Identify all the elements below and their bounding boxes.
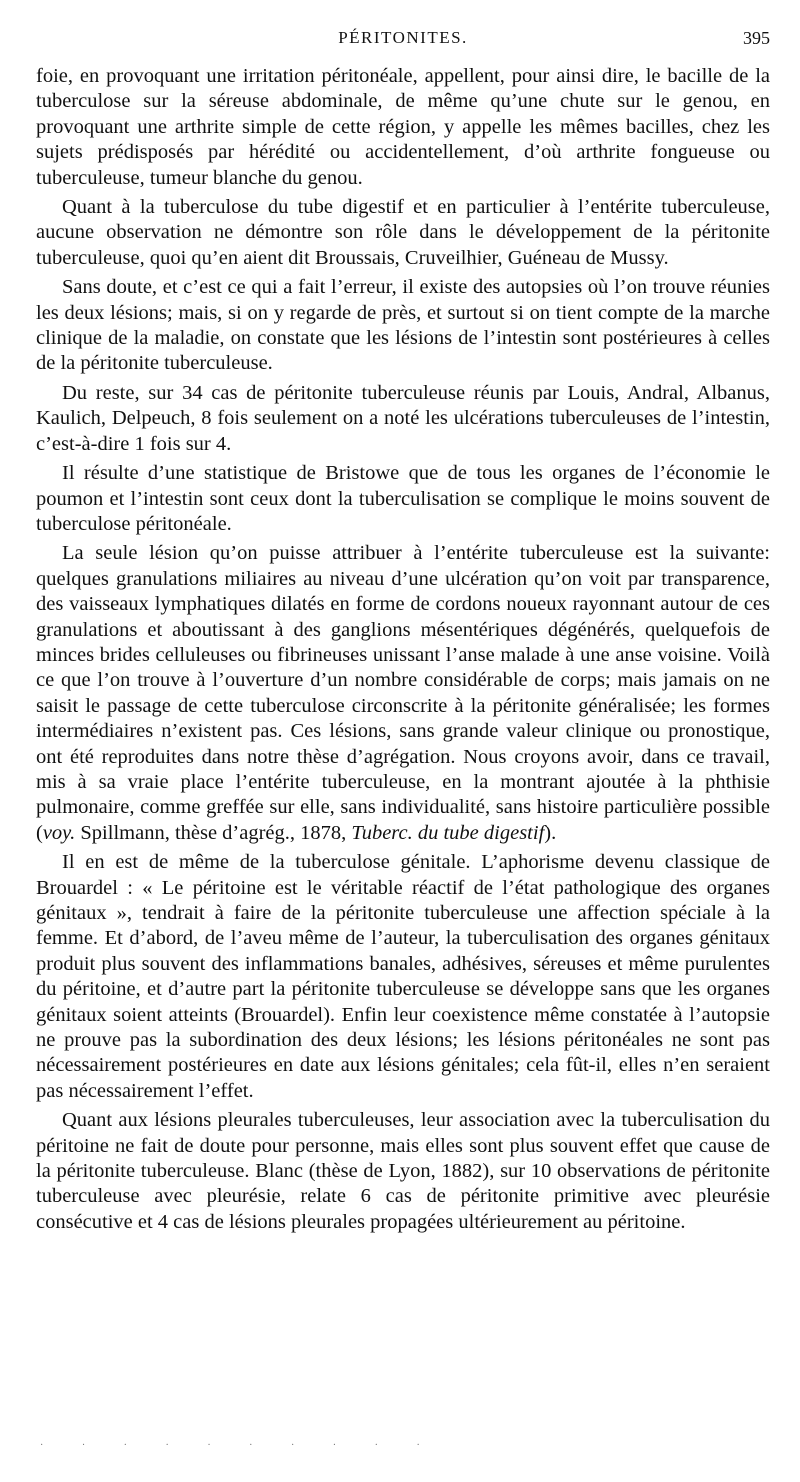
paragraph: foie, en provoquant une irritation péritonéale, appellent, pour ainsi dire, le bacille de la tuberculose sur la séreuse abdominale, de même qu’une chute sur le genou, en provoquant une arthrite simple de cette région, y appelle les mêmes bacilles, chez les sujets prédisposés par hérédité ou accidentellement, d’où arthrite fongueuse ou tuberculeuse, tumeur blanche du genou. (36, 65, 770, 189)
paragraph: Sans doute, et c’est ce qui a fait l’erreur, il existe des autopsies où l’on trouve réunies les deux lésions; mais, si on y regarde de près, et surtout si on tient compte de la marche clinique de la maladie, on constate que les lésions de l’intestin sont postérieures à celles de la péritonite tuberculeuse. (36, 276, 770, 375)
citation-title: Tuberc. du tube digestif (351, 821, 545, 844)
citation-voy: voy. (42, 821, 76, 844)
paragraph: Il résulte d’une statistique de Bristowe que de tous les organes de l’économie le poumon et l’intestin sont ceux dont la tuberculisation se complique le moins souvent de tuberculose péritonéale. (36, 462, 770, 535)
paragraph: Du reste, sur 34 cas de péritonite tuberculeuse réunis par Louis, Andral, Albanus, Kaulich, Delpeuch, 8 fois seulement on a noté les ulcérations tuberculeuses de l’intestin, c’est-à-dire 1 fois sur 4. (36, 381, 770, 455)
paragraph-text: La seule lésion qu’on puisse attribuer à l’entérite tuberculeuse est la suivante: quelques granulations miliaires au niveau d’une ulcération qu’on voit par transparence, des vaisseaux lymphatiques dilatés en forme de cordons noueux rayonnant autour de ces granulations et aboutissant à des ganglions mésentériques dégénérés, quelquefois de minces brides celluleuses ou fibrineuses unissant l’anse malade à une anse voisine. Voilà ce que l’on trouve à l’ouverture d’un nombre considérable de corps; mais jamais on ne saisit le passage de cette tuberculose circonscrite à la péritonite généralisée; les formes intermédiaires n’existent pas. Ces lésions, sans grande valeur clinique ou pronostique, ont été reproduites dans notre thèse d’agrégation. Nous croyons avoir, dans ce travail, mis à sa vraie place l’entérite tuberculeuse, en la montrant ajoutée à la phthisie pulmonaire, comme greffée sur elle, sans individualité, sans histoire particulière possible ( (36, 542, 770, 844)
paragraph: Quant à la tuberculose du tube digestif et en particulier à l’entérite tuberculeuse, aucune observation ne démontre son rôle dans le développement de la péritonite tuberculeuse, quoi qu’en aient dit Broussais, Cruveilhier, Guéneau de Mussy. (36, 196, 770, 269)
paragraph: Il en est de même de la tuberculose génitale. L’aphorisme devenu classique de Brouardel : « Le péritoine est le véritable réactif de l’état pathologique des organes génitaux », tendrait à faire de la péritonite tuberculeuse une affection spéciale à la femme. Et d’abord, de l’aveu même de l’auteur, la tuberculisation des organes génitaux produit plus souvent des inflammations banales, adhésives, séreuses et même purulentes du péritoine, et d’autre part la péritonite tuberculeuse se développe sans que les organes génitaux soient atteints (Brouardel). Enfin leur coexistence même constatée à l’autopsie ne prouve pas la subordination des deux lésions; les lésions péritonéales ne sont pas nécessairement postérieures en date aux lésions génitales; cela fût-il, elles n’en seraient pas nécessairement l’effet. (36, 851, 770, 1102)
scan-artifact-dots: · · · · · · · · · · (40, 1440, 438, 1451)
page-header (36, 28, 770, 52)
body-text (36, 64, 770, 1239)
paragraph-with-citation (36, 541, 770, 846)
citation-close: ). (544, 821, 557, 844)
page-number: 395 (743, 28, 770, 48)
citation-ref: Spillmann, thèse d’agrég., 1878, (75, 821, 352, 844)
paragraph: Quant aux lésions pleurales tuberculeuses, leur association avec la tuberculisation du péritoine ne fait de doute pour personne, mais elles sont plus souvent effet que cause de la péritonite tuberculeuse. Blanc (thèse de Lyon, 1882), sur 10 observations de péritonite tuberculeuse avec pleurésie, relate 6 cas de péritonite primitive avec pleurésie consécutive et 4 cas de lésions pleurales propagées ultérieurement au péritoine. (36, 1109, 770, 1233)
running-title: PÉRITONITES. (338, 28, 468, 47)
